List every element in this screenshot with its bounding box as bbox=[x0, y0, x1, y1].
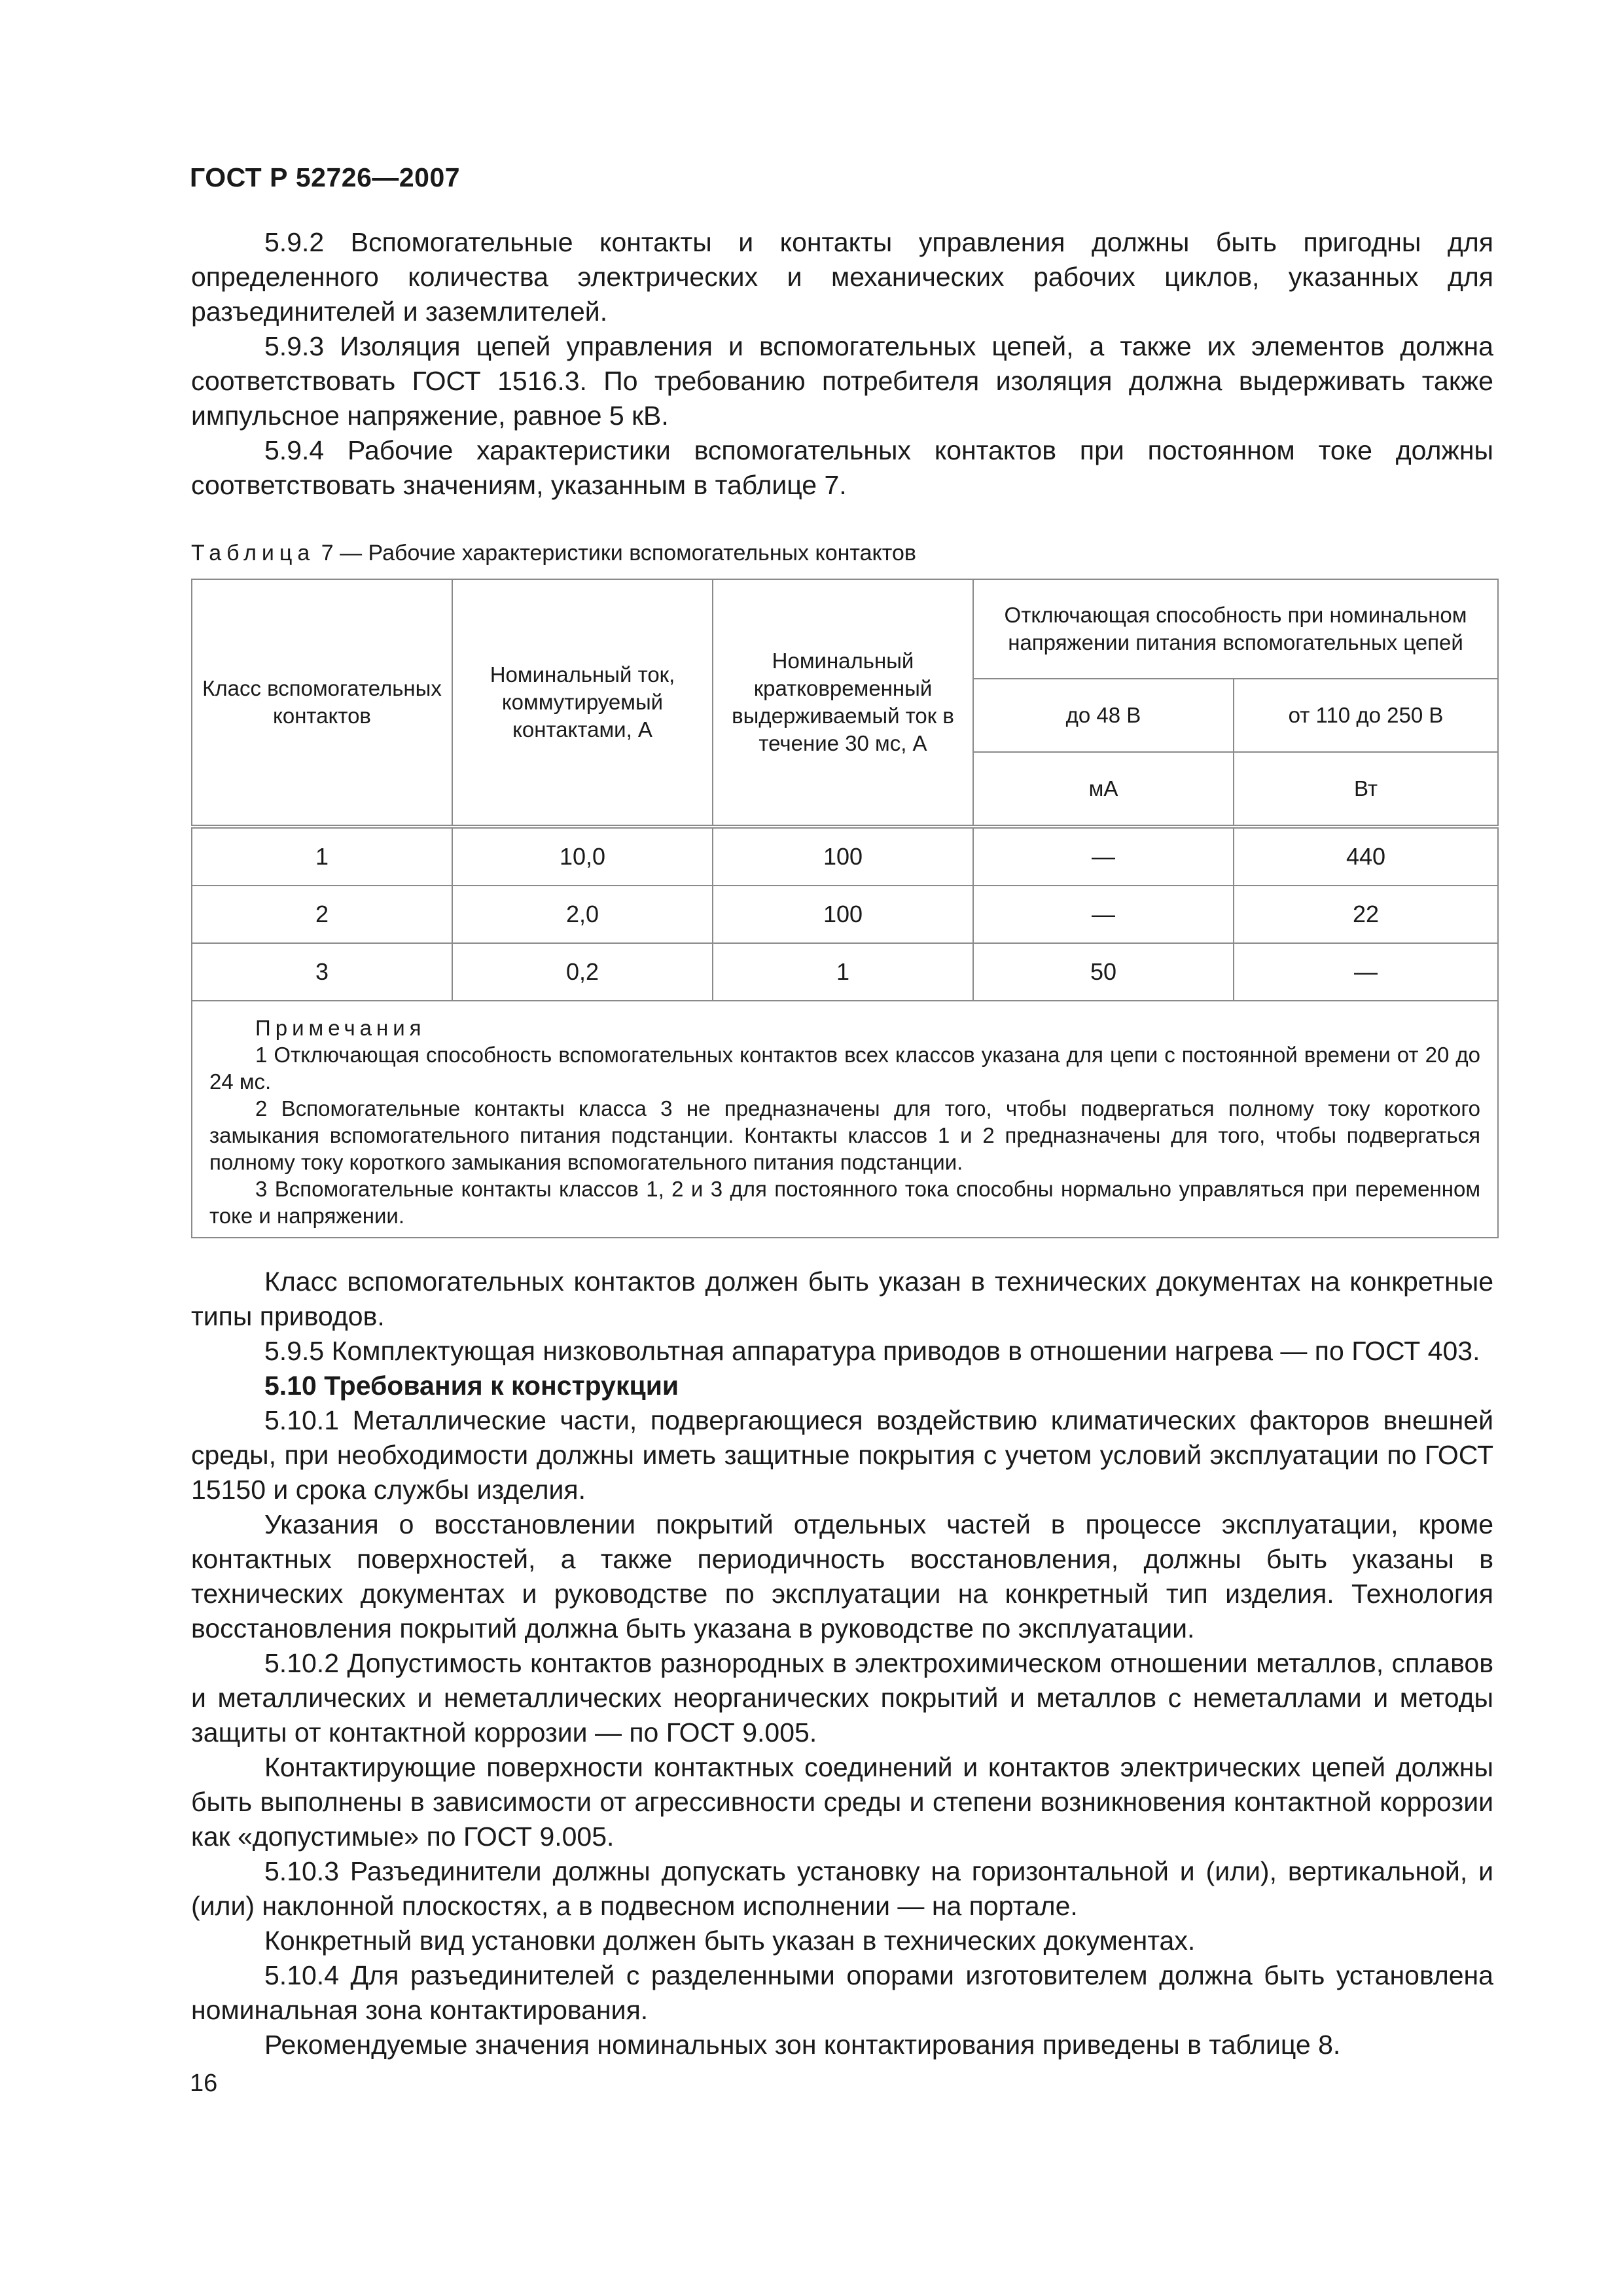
cell-class: 1 bbox=[192, 827, 452, 886]
cell-110-250v: 440 bbox=[1234, 827, 1498, 886]
paragraph: 5.10.2 Допустимость контактов разнородных в электрохимическом отношении металлов, сплавов и металлических и неметаллических неорганических покрытий и металлов с неметаллами и методы защиты от контактной коррозии — по ГОСТ 9.005. bbox=[191, 1648, 1493, 1748]
page-number: 16 bbox=[190, 2070, 218, 2097]
paragraph: 5.9.3 Изоляция цепей управления и вспомогательных цепей, а также их элементов должна соответствовать ГОСТ 1516.3. По требованию потребителя изоляция должна выдерживать также импульсное напряжение, равное 5 кВ. bbox=[191, 331, 1493, 431]
paragraph: Конкретный вид установки должен быть указан в технических документах. bbox=[264, 1926, 1196, 1956]
cell-up-to-48v: 50 bbox=[973, 943, 1234, 1001]
paragraph: 5.10.4 Для разъединителей с разделенными опорами изготовителем должна быть установлена номинальная зона контактирования. bbox=[191, 1960, 1493, 2025]
table-row bbox=[192, 886, 1498, 943]
col-header-rated-current: Номинальный ток, коммутируемый контактами, А bbox=[452, 579, 713, 827]
table-notes bbox=[192, 1001, 1498, 1238]
table-notes-row bbox=[192, 1001, 1498, 1238]
cell-class: 2 bbox=[192, 886, 452, 943]
paragraph: Указания о восстановлении покрытий отдельных частей в процессе эксплуатации, кроме контактных поверхностей, а также периодичность восстановления, должны быть указаны в технических документах и руководстве по эксплуатации на конкретный тип изделия. Технология восстановления покрытий должна быть указана в руководстве по эксплуатации. bbox=[191, 1509, 1493, 1643]
paragraph: 5.9.5 Комплектующая низковольтная аппаратура приводов в отношении нагрева — по ГОСТ 403. bbox=[264, 1336, 1480, 1366]
col-header-up-to-48v: до 48 В bbox=[973, 679, 1234, 752]
paragraph: 5.10.3 Разъединители должны допускать установку на горизонтальной и (или), вертикальной, и (или) наклонной плоскостях, а в подвесном исполнении — на портале. bbox=[191, 1856, 1493, 1921]
notes-title: Примечания bbox=[255, 1016, 426, 1040]
col-header-class: Класс вспомогательных контактов bbox=[192, 579, 452, 827]
section-heading: 5.10 Требования к конструкции bbox=[264, 1371, 679, 1401]
cell-class: 3 bbox=[192, 943, 452, 1001]
cell-up-to-48v: — bbox=[973, 827, 1234, 886]
paragraph: Рекомендуемые значения номинальных зон контактирования приведены в таблице 8. bbox=[264, 2030, 1341, 2060]
paragraph: Контактирующие поверхности контактных соединений и контактов электрических цепей должны быть выполнены в зависимости от агрессивности среды и степени возникновения контактной коррозии как «допустимые» по ГОСТ 9.005. bbox=[191, 1752, 1493, 1852]
paragraph: 5.10.1 Металлические части, подвергающиеся воздействию климатических факторов внешней среды, при необходимости должны иметь защитные покрытия с учетом условий эксплуатации по ГОСТ 15150 и срока службы изделия. bbox=[191, 1405, 1493, 1505]
note-item: 2 Вспомогательные контакты класса 3 не предназначены для того, чтобы подвергаться полному току короткого замыкания вспомогательного питания подстанции. Контакты классов 1 и 2 предназначены для того, чтобы подвергаться полному току короткого замыкания вспомогательного питания подстанции. bbox=[209, 1096, 1481, 1174]
table-row bbox=[192, 827, 1498, 886]
col-header-short-time-current: Номинальный кратковременный выдерживаемый ток в течение 30 мс, А bbox=[713, 579, 973, 827]
paragraph: Класс вспомогательных контактов должен быть указан в технических документах на конкретные типы приводов. bbox=[191, 1266, 1493, 1331]
table-caption-word: Таблица bbox=[191, 541, 315, 565]
unit-w: Вт bbox=[1234, 752, 1498, 827]
cell-short-time-current: 100 bbox=[713, 827, 973, 886]
table-header-row bbox=[192, 579, 1498, 679]
cell-rated-current: 10,0 bbox=[452, 827, 713, 886]
paragraph: 5.9.2 Вспомогательные контакты и контакты управления должны быть пригодны для определенного количества электрических и механических рабочих циклов, указанных для разъединителей и заземлителей. bbox=[191, 227, 1493, 327]
cell-110-250v: 22 bbox=[1234, 886, 1498, 943]
col-header-breaking-capacity: Отключающая способность при номинальном напряжении питания вспомогательных цепей bbox=[973, 579, 1498, 679]
cell-rated-current: 2,0 bbox=[452, 886, 713, 943]
cell-up-to-48v: — bbox=[973, 886, 1234, 943]
paragraphs-top bbox=[191, 225, 1493, 503]
table-caption-text: 7 — Рабочие характеристики вспомогательных контактов bbox=[315, 541, 916, 565]
paragraphs-bottom bbox=[191, 1265, 1493, 2062]
document-header: ГОСТ Р 52726—2007 bbox=[190, 162, 461, 192]
cell-rated-current: 0,2 bbox=[452, 943, 713, 1001]
unit-ma: мА bbox=[973, 752, 1234, 827]
note-item: 1 Отключающая способность вспомогательных контактов всех классов указана для цепи с постоянной времени от 20 до 24 мс. bbox=[209, 1043, 1481, 1094]
note-item: 3 Вспомогательные контакты классов 1, 2 и 3 для постоянного тока способны нормально управляться при переменном токе и напряжении. bbox=[209, 1177, 1481, 1228]
cell-110-250v: — bbox=[1234, 943, 1498, 1001]
cell-short-time-current: 1 bbox=[713, 943, 973, 1001]
col-header-110-250v: от 110 до 250 В bbox=[1234, 679, 1498, 752]
table-caption bbox=[191, 541, 916, 566]
paragraph: 5.9.4 Рабочие характеристики вспомогательных контактов при постоянном токе должны соответствовать значениям, указанным в таблице 7. bbox=[191, 435, 1493, 500]
cell-short-time-current: 100 bbox=[713, 886, 973, 943]
characteristics-table bbox=[191, 579, 1499, 1238]
table-row bbox=[192, 943, 1498, 1001]
